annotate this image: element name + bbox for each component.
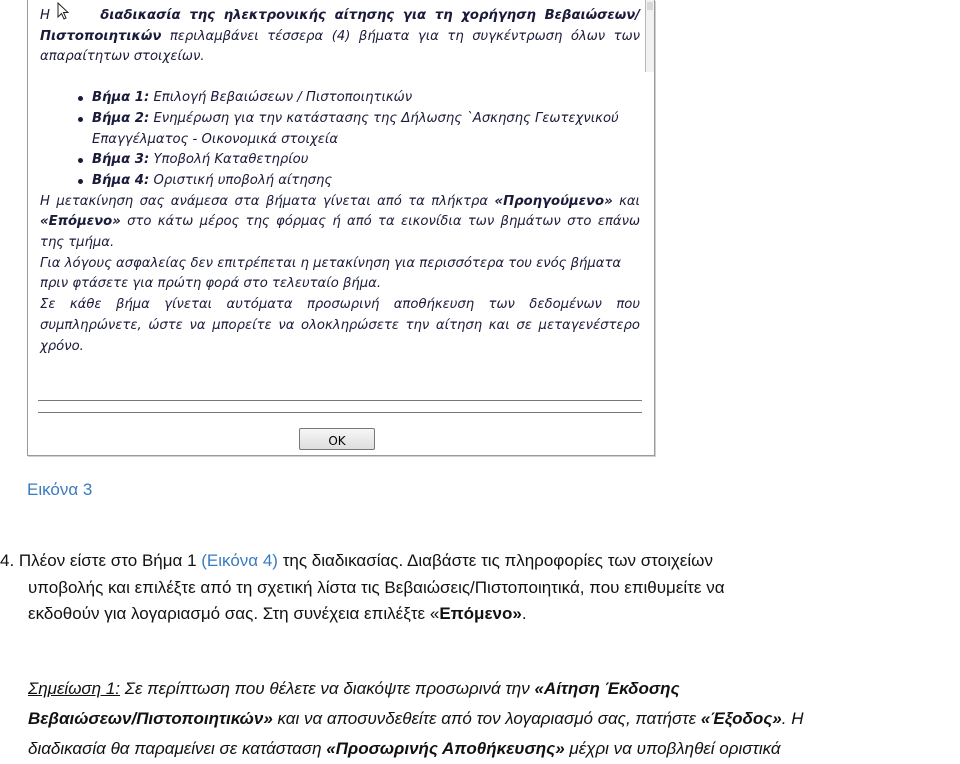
figure-link[interactable]: (Εικόνα 4) [201, 551, 278, 570]
step-label: Βήμα 3: [92, 152, 150, 168]
bullet-icon [78, 179, 83, 184]
figure-caption: Εικόνα 3 [27, 480, 93, 499]
para-line [0, 601, 950, 628]
para-line [0, 548, 950, 575]
nav-next-label: «Επόμενο» [40, 214, 121, 230]
note-line [28, 674, 958, 704]
autosave-info: Σε κάθε βήμα γίνεται αυτόματα προσωρινή αποθήκευση των δεδομένων που συμπληρώνετε, ώστε να μπορείτε να ολοκληρώσετε την αίτηση και σε μεταγενέστερο χρόνο. [40, 297, 640, 354]
step-item [92, 109, 640, 150]
step-4-paragraph [0, 548, 950, 628]
intro-lead: Η [40, 8, 50, 23]
nav-text: και [612, 193, 640, 209]
note-bold: «Προσωρινής Αποθήκευσης» [326, 739, 565, 758]
step-text: Ενημέρωση για την κατάστασης της Δήλωσης `Ασκησης Γεωτεχνικού Επαγγέλματος - Οικονομικά στοιχεία [92, 110, 619, 147]
bullet-icon [78, 96, 83, 101]
step-item [92, 171, 640, 192]
next-label: Επόμενο» [439, 604, 522, 623]
dialog-content [40, 6, 640, 357]
note-text: διαδικασία θα παραμείνει σε κατάσταση [28, 739, 327, 758]
divider-line [38, 412, 642, 413]
step-label: Βήμα 1: [92, 90, 150, 106]
step-label: Βήμα 4: [92, 172, 150, 188]
note-bold: «Αίτηση Έκδοσης [534, 679, 680, 698]
navigation-info [40, 192, 640, 254]
note-line [28, 734, 958, 764]
instructions-dialog [27, 0, 655, 456]
scrollbar-thumb[interactable] [647, 2, 653, 10]
nav-prev-label: «Προηγούμενο» [494, 193, 613, 209]
bullet-icon [78, 117, 83, 122]
step-text: Επιλογή Βεβαιώσεων / Πιστοποιητικών [153, 90, 413, 106]
note-bold: Βεβαιώσεων/Πιστοποιητικών» [28, 709, 273, 728]
exit-label: «Έξοδος» [700, 709, 782, 728]
divider-line [38, 400, 642, 401]
note-text: μέχρι να υποβληθεί οριστικά [564, 739, 781, 758]
step-label: Βήμα 2: [92, 110, 150, 126]
dialog-scrollbar[interactable] [645, 0, 654, 72]
note-text: Σε περίπτωση που θέλετε να διακόψτε προσωρινά την [120, 679, 535, 698]
security-info: Για λόγους ασφαλείας δεν επιτρέπεται η μετακίνηση για περισσότερα του ενός βήματα πριν φτάσετε για πρώτη φορά στο τελευταίο βήμα. [40, 255, 622, 292]
intro-rest: περιλαμβάνει τέσσερα (4) βήματα για τη συγκέντρωση όλων των απαραίτητων στοιχείων. [40, 28, 640, 65]
ok-button[interactable]: OK [299, 428, 375, 450]
note-text: και να αποσυνδεθείτε από τον λογαριασμό σας, πατήστε [272, 709, 701, 728]
para-text: 4. Πλέον είστε στο Βήμα 1 [0, 551, 202, 570]
bullet-icon [78, 158, 83, 163]
step-item [92, 88, 640, 109]
para-text: . [521, 604, 527, 623]
para-text: της διαδικασίας. Διαβάστε τις πληροφορίες των στοιχείων [277, 551, 713, 570]
step-item [92, 150, 640, 171]
note-text: . Η [781, 709, 804, 728]
nav-text: στο κάτω μέρος της φόρμας ή από τα εικονίδια των βημάτων στο επάνω της τμήμα. [40, 214, 640, 251]
note-1 [28, 674, 958, 764]
nav-text: Η μετακίνηση σας ανάμεσα στα βήματα γίνεται από τα πλήκτρα [40, 193, 495, 209]
steps-list [40, 88, 640, 192]
dialog-intro [40, 6, 640, 68]
step-text: Υποβολή Καταθετηρίου [153, 152, 309, 168]
note-label: Σημείωση 1: [28, 679, 121, 698]
intro-bold: διαδικασία της ηλεκτρονικής αίτησης για τη χορήγηση Βεβαιώσεων/Πιστοποιητικών [40, 8, 640, 44]
para-line: υποβολής και επιλέξτε από τη σχετική λίστα τις Βεβαιώσεις/Πιστοποιητικά, που επιθυμείτε να [28, 577, 725, 597]
step-text: Οριστική υποβολή αίτησης [153, 172, 333, 188]
note-line [28, 704, 958, 734]
para-text: εκδοθούν για λογαριασμό σας. Στη συνέχεια επιλέξτε « [28, 604, 440, 623]
